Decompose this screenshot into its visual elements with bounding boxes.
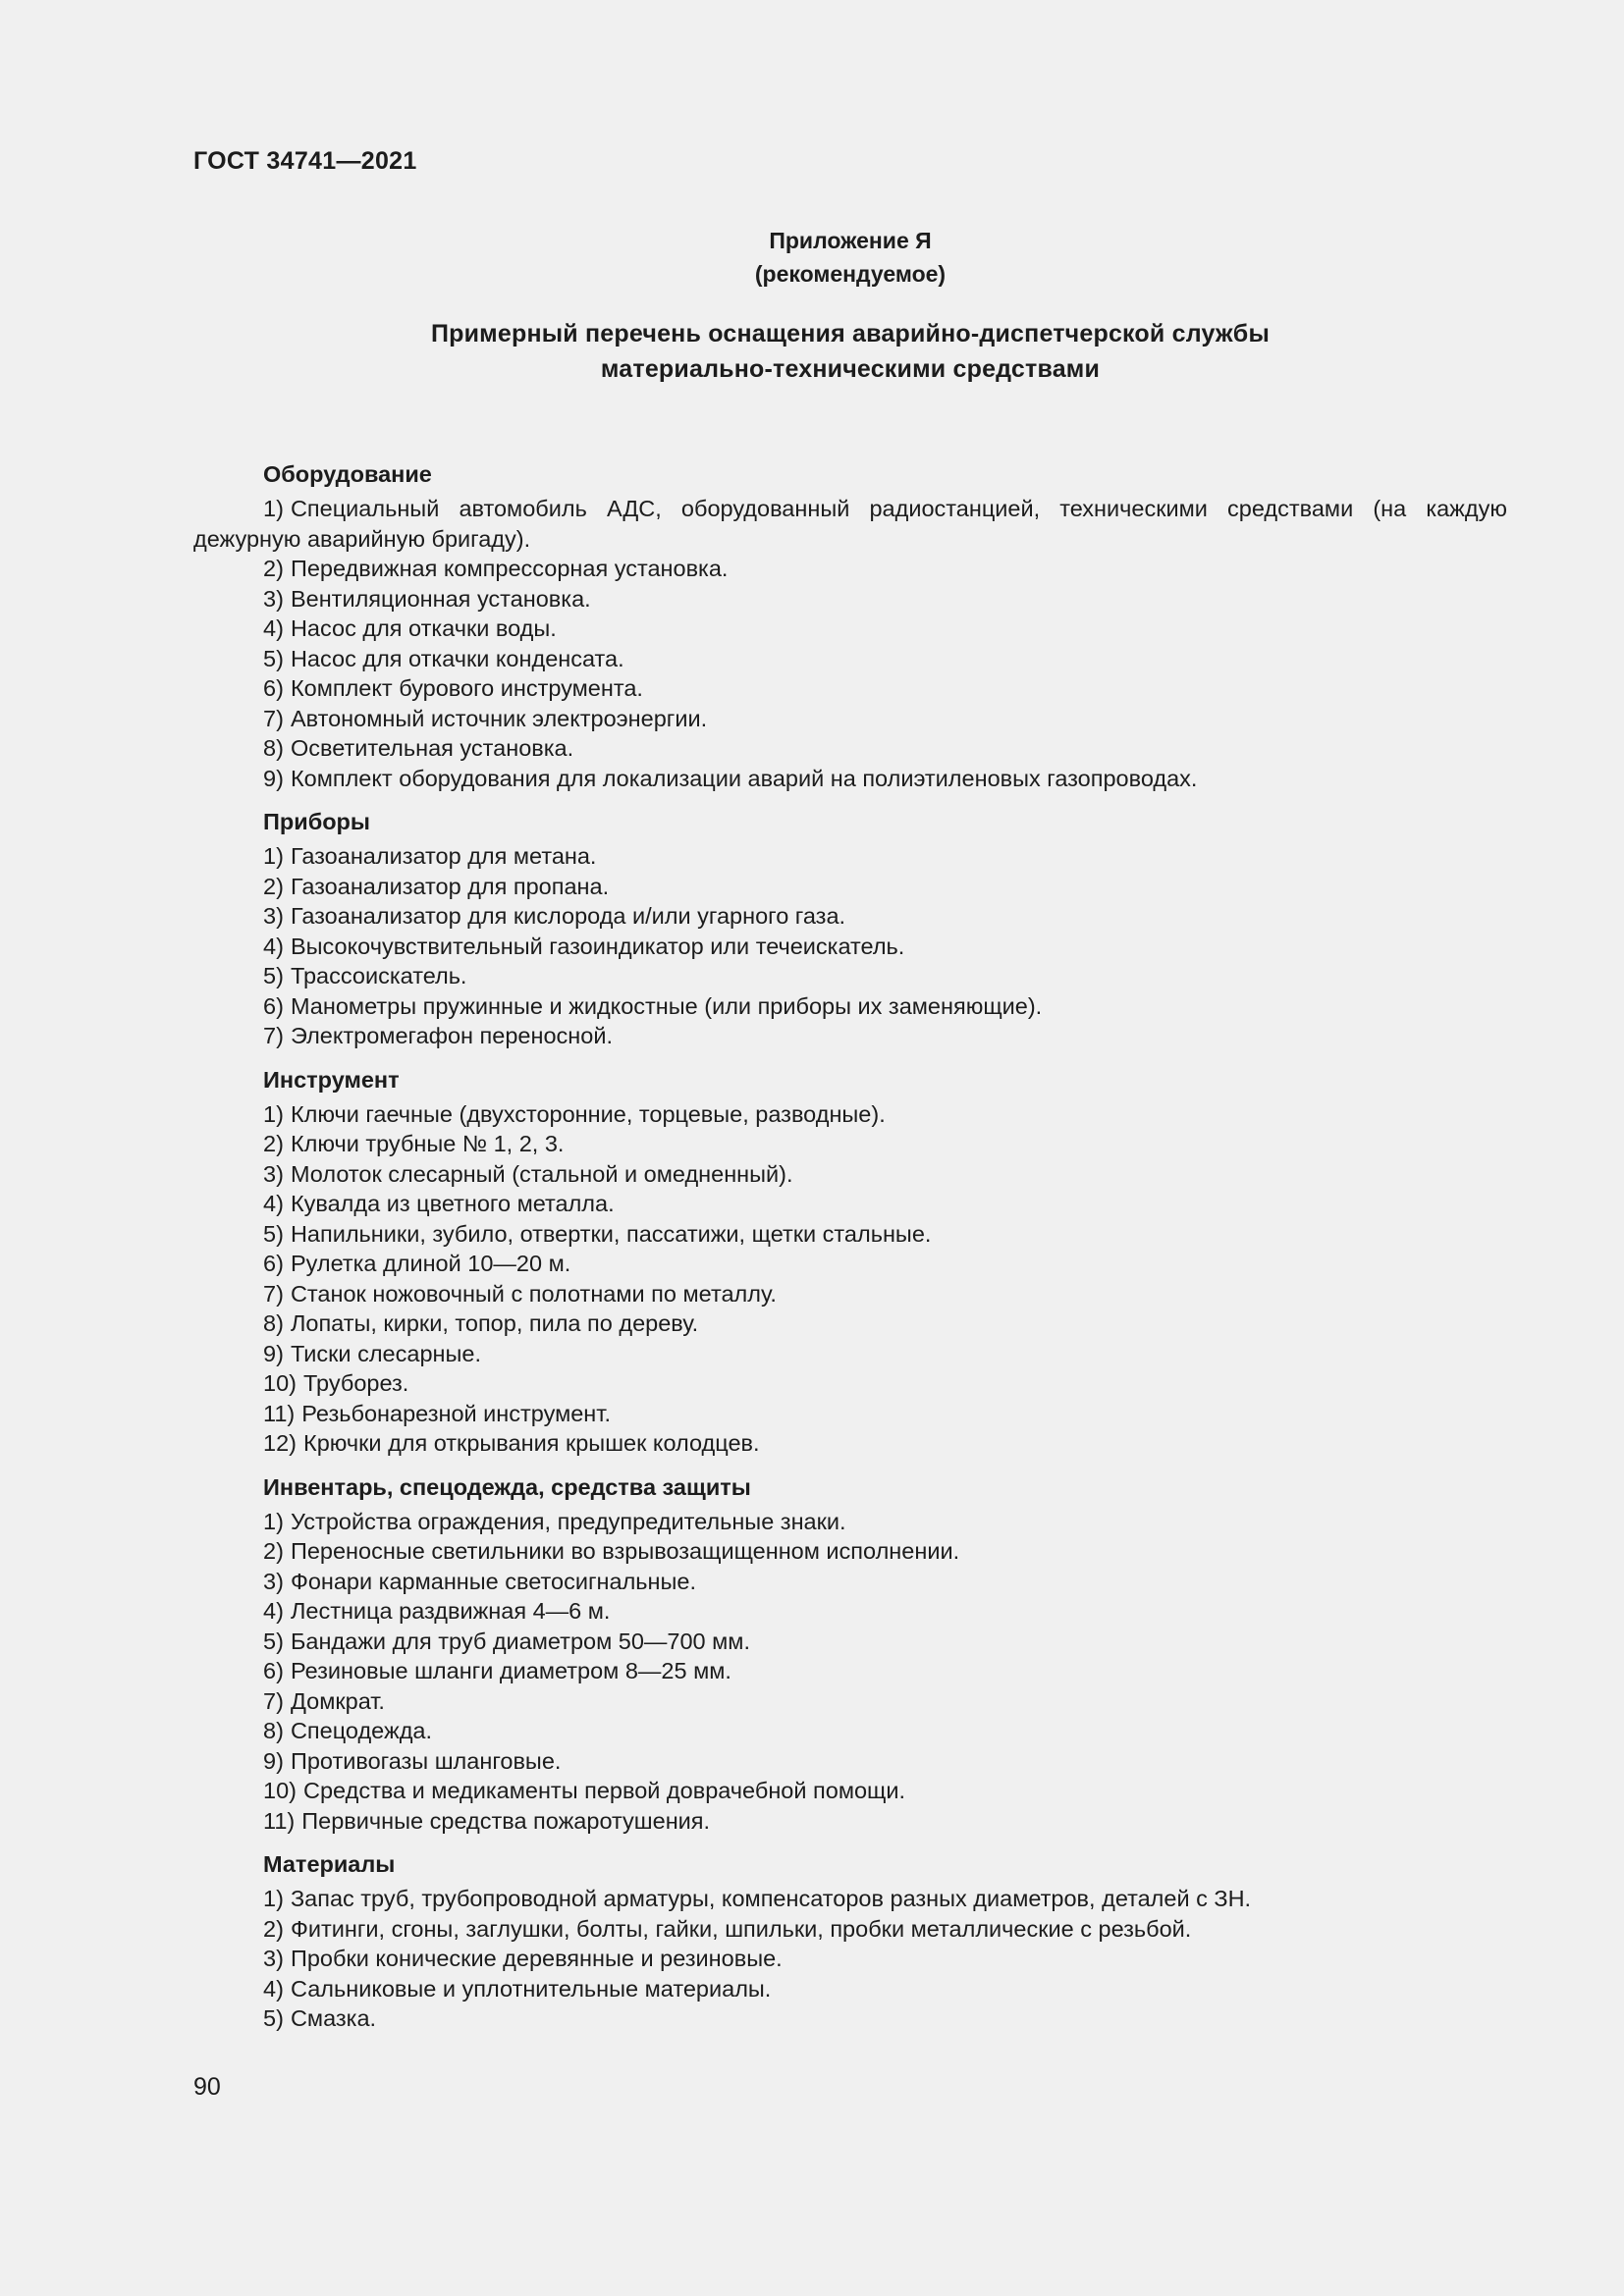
list-item xyxy=(193,1776,1507,1806)
list-item xyxy=(193,644,1507,674)
list-item-text: Газоанализатор для метана. xyxy=(290,843,597,869)
list-item-number: 4) xyxy=(263,1975,284,2002)
list-item-number: 2) xyxy=(263,1538,284,1564)
list-item-text: Смазка. xyxy=(290,2005,377,2031)
list-item xyxy=(193,1219,1507,1250)
list-item-number: 6) xyxy=(263,675,284,701)
list-item-text: Средства и медикаменты первой доврачебной помощи. xyxy=(303,1778,906,1803)
list-item-text: Рулетка длиной 10—20 м. xyxy=(290,1251,571,1276)
list-item-number: 7) xyxy=(263,1280,284,1307)
section-heading: Инвентарь, спецодежда, средства защиты xyxy=(263,1473,751,1500)
list-item-number: 3) xyxy=(263,1160,284,1187)
title-line-1: Примерный перечень оснащения аварийно-диспетчерской службы xyxy=(430,320,1271,347)
list-item xyxy=(193,1746,1507,1777)
list-item-text: Электромегафон переносной. xyxy=(290,1023,613,1048)
section-heading: Материалы xyxy=(263,1851,396,1877)
list-item-text: Труборез. xyxy=(303,1370,409,1396)
equipment-list xyxy=(193,457,1507,2034)
list-item-number: 5) xyxy=(263,1628,284,1654)
appendix-header xyxy=(193,224,1507,291)
appendix-name: Приложение Я xyxy=(769,228,932,253)
list-item xyxy=(193,1249,1507,1279)
list-item xyxy=(193,1189,1507,1219)
list-item-number: 7) xyxy=(263,1023,284,1048)
list-item-text: Осветительная установка. xyxy=(290,735,574,761)
title-line-2: материально-техническими средствами xyxy=(600,355,1101,383)
list-item xyxy=(193,1567,1507,1597)
list-item-text: Домкрат. xyxy=(290,1687,385,1714)
list-item xyxy=(193,1428,1507,1459)
list-item-number: 1) xyxy=(263,1886,284,1911)
standard-number: ГОСТ 34741—2021 xyxy=(193,147,417,175)
list-item-text: Кувалда из цветного металла. xyxy=(290,1191,615,1216)
list-item-text: Лестница раздвижная 4—6 м. xyxy=(290,1598,611,1624)
list-item-number: 12) xyxy=(263,1430,297,1456)
list-item xyxy=(193,1129,1507,1159)
list-item-text: Фитинги, сгоны, заглушки, болты, гайки, шпильки, пробки металлические с резьбой. xyxy=(290,1915,1192,1942)
list-item-text: Газоанализатор для кислорода и/или угарного газа. xyxy=(290,903,846,929)
list-item-number: 5) xyxy=(263,645,284,671)
list-item-number: 4) xyxy=(263,1191,284,1216)
list-item xyxy=(193,1974,1507,2004)
list-item-text: Запас труб, трубопроводной арматуры, компенсаторов разных диаметров, деталей с ЗН. xyxy=(290,1886,1252,1911)
list-item xyxy=(193,872,1507,902)
list-item-text: Первичные средства пожаротушения. xyxy=(301,1807,711,1834)
list-item-text: Лопаты, кирки, топор, пила по дереву. xyxy=(290,1310,699,1336)
list-item xyxy=(193,733,1507,764)
list-item-text: Трассоискатель. xyxy=(290,963,467,988)
list-item-text: Тиски слесарные. xyxy=(290,1340,481,1366)
list-item-number: 6) xyxy=(263,1251,284,1276)
list-item-number: 9) xyxy=(263,765,284,791)
list-item-number: 4) xyxy=(263,933,284,959)
appendix-status: (рекомендуемое) xyxy=(754,261,947,287)
list-item xyxy=(193,1596,1507,1627)
section-heading: Приборы xyxy=(263,809,370,834)
list-item xyxy=(193,1308,1507,1339)
list-item xyxy=(193,2003,1507,2034)
list-item xyxy=(193,1507,1507,1537)
list-item xyxy=(193,704,1507,734)
list-item xyxy=(193,1279,1507,1309)
list-item xyxy=(193,901,1507,932)
list-item-number: 2) xyxy=(263,873,284,899)
list-item-text: Насос для откачки конденсата. xyxy=(290,645,624,671)
list-item-number: 3) xyxy=(263,903,284,929)
list-item-text: Переносные светильники во взрывозащищенном исполнении. xyxy=(290,1538,960,1564)
list-item-number: 6) xyxy=(263,1658,284,1683)
list-item xyxy=(193,584,1507,614)
list-item xyxy=(193,961,1507,991)
list-item-number: 3) xyxy=(263,1568,284,1594)
list-item-text: Вентиляционная установка. xyxy=(290,585,591,612)
list-item-number: 2) xyxy=(263,1131,284,1156)
list-item xyxy=(193,1806,1507,1837)
list-item-number: 1) xyxy=(263,843,284,869)
list-item-text: Фонари карманные светосигнальные. xyxy=(290,1568,697,1594)
list-item xyxy=(193,1536,1507,1567)
list-item xyxy=(193,1368,1507,1399)
list-item-text: Напильники, зубило, отвертки, пассатижи, щетки стальные. xyxy=(290,1220,932,1247)
list-item xyxy=(193,1914,1507,1945)
list-item xyxy=(193,1944,1507,1974)
list-item-text: Противогазы шланговые. xyxy=(290,1747,562,1774)
list-item xyxy=(193,1339,1507,1369)
list-item xyxy=(193,673,1507,704)
list-item-text: Устройства ограждения, предупредительные знаки. xyxy=(290,1508,846,1534)
list-item-number: 4) xyxy=(263,1598,284,1624)
list-item-number: 6) xyxy=(263,992,284,1019)
list-item-text: Ключи трубные № 1, 2, 3. xyxy=(290,1131,565,1156)
list-item xyxy=(193,991,1507,1022)
list-item-text: Специальный автомобиль АДС, оборудованный радиостанцией, техническими средствами (на каждую дежурную аварийную бригаду). xyxy=(193,496,1507,552)
list-item xyxy=(193,1627,1507,1657)
list-item-number: 9) xyxy=(263,1747,284,1774)
list-item-number: 5) xyxy=(263,1220,284,1247)
list-item-text: Резьбонарезной инструмент. xyxy=(301,1400,611,1426)
list-item-text: Автономный источник электроэнергии. xyxy=(290,705,708,731)
list-item-text: Спецодежда. xyxy=(290,1718,433,1743)
list-item xyxy=(193,1099,1507,1130)
list-item-text: Резиновые шланги диаметром 8—25 мм. xyxy=(290,1658,731,1683)
list-item xyxy=(193,1716,1507,1746)
list-item-number: 9) xyxy=(263,1340,284,1366)
list-item-text: Бандажи для труб диаметром 50—700 мм. xyxy=(290,1628,750,1654)
list-item-text: Молоток слесарный (стальной и омедненный). xyxy=(290,1160,793,1187)
list-item xyxy=(193,554,1507,584)
list-item-number: 1) xyxy=(263,496,284,521)
list-item-number: 7) xyxy=(263,1687,284,1714)
list-item-number: 8) xyxy=(263,1310,284,1336)
list-item-text: Манометры пружинные и жидкостные (или приборы их заменяющие). xyxy=(290,992,1043,1019)
list-item xyxy=(193,1021,1507,1051)
list-item-text: Ключи гаечные (двухсторонние, торцевые, разводные). xyxy=(290,1100,886,1127)
list-item xyxy=(193,932,1507,962)
list-item-number: 2) xyxy=(263,1915,284,1942)
page-number: 90 xyxy=(193,2073,221,2101)
list-item-number: 1) xyxy=(263,1100,284,1127)
list-item-number: 7) xyxy=(263,705,284,731)
list-item-text: Сальниковые и уплотнительные материалы. xyxy=(290,1975,772,2002)
list-item-number: 3) xyxy=(263,585,284,612)
list-item-text: Крючки для открывания крышек колодцев. xyxy=(303,1430,760,1456)
list-item-number: 1) xyxy=(263,1508,284,1534)
list-item xyxy=(193,764,1507,794)
list-item-text: Высокочувствительный газоиндикатор или течеискатель. xyxy=(290,933,905,959)
list-item-text: Комплект оборудования для локализации аварий на полиэтиленовых газопроводах. xyxy=(290,765,1198,791)
document-title xyxy=(193,316,1507,387)
list-item xyxy=(193,494,1507,554)
list-item xyxy=(193,1656,1507,1686)
list-item-text: Передвижная компрессорная установка. xyxy=(290,556,729,581)
list-item-number: 10) xyxy=(263,1778,297,1803)
list-item-number: 5) xyxy=(263,963,284,988)
list-item-text: Газоанализатор для пропана. xyxy=(290,873,610,899)
list-item-text: Насос для откачки воды. xyxy=(290,615,557,641)
list-item xyxy=(193,841,1507,872)
list-item-number: 11) xyxy=(263,1400,296,1426)
list-item xyxy=(193,614,1507,644)
list-item-number: 3) xyxy=(263,1946,284,1971)
list-item xyxy=(193,1884,1507,1914)
list-item-number: 2) xyxy=(263,556,284,581)
list-item-text: Пробки конические деревянные и резиновые. xyxy=(290,1946,783,1971)
list-item xyxy=(193,1159,1507,1190)
list-item-number: 5) xyxy=(263,2005,284,2031)
list-item xyxy=(193,1399,1507,1429)
list-item-number: 8) xyxy=(263,735,284,761)
section-heading: Оборудование xyxy=(263,461,432,487)
list-item-number: 8) xyxy=(263,1718,284,1743)
section-heading: Инструмент xyxy=(263,1066,400,1093)
list-item xyxy=(193,1686,1507,1717)
list-item-number: 4) xyxy=(263,615,284,641)
list-item-number: 11) xyxy=(263,1807,296,1834)
list-item-number: 10) xyxy=(263,1370,297,1396)
list-item-text: Комплект бурового инструмента. xyxy=(290,675,643,701)
list-item-text: Станок ножовочный с полотнами по металлу. xyxy=(290,1280,777,1307)
